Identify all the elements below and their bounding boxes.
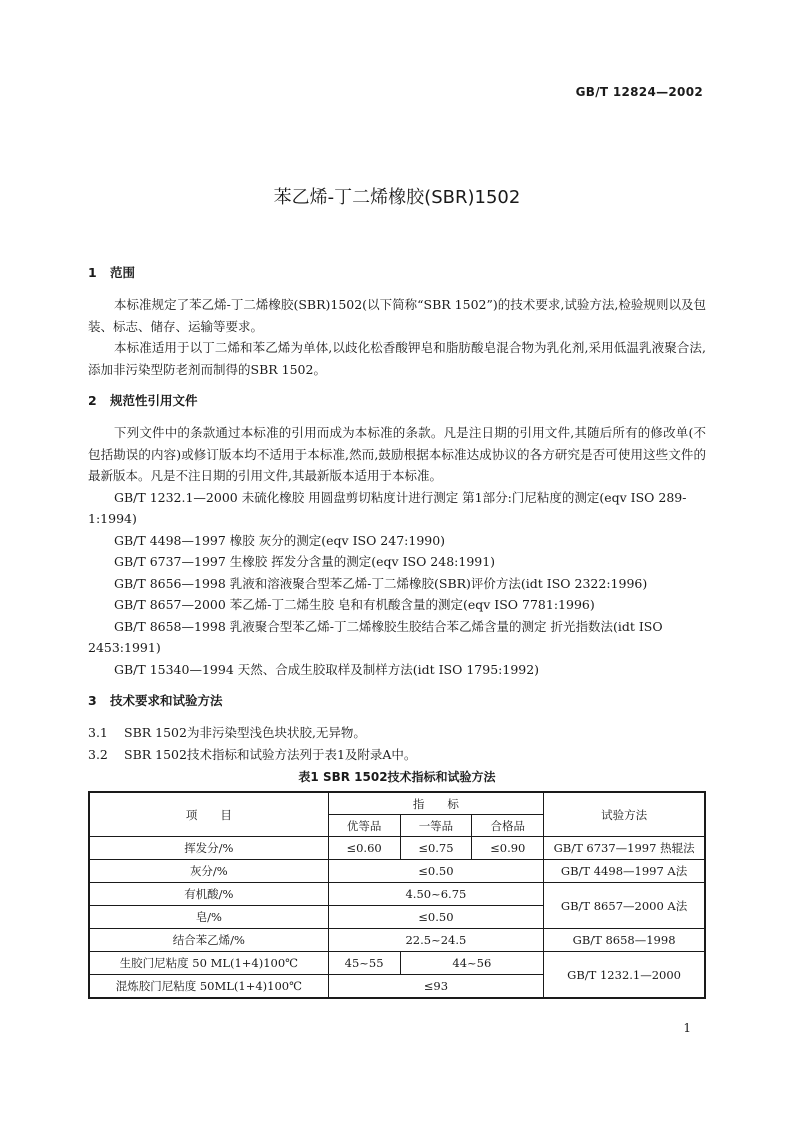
section-2-heading	[88, 390, 706, 412]
clause-text: SBR 1502技术指标和试验方法列于表1及附录A中。	[124, 746, 417, 762]
header-method: 试验方法	[544, 792, 705, 837]
paragraph: 下列文件中的条款通过本标准的引用而成为本标准的条款。凡是注日期的引用文件,其随后所有的修改单(不包括勘误的内容)或修订版本均不适用于本标准,然而,鼓励根据本标准达成协议的各方研究是否可使用这些文件的最新版本。凡是不注日期的引用文件,其最新版本适用于本标准。	[88, 425, 706, 483]
paragraph: 本标准适用于以丁二烯和苯乙烯为单体,以歧化松香酸钾皂和脂肪酸皂混合物为乳化剂,采用低温乳液聚合法,添加非污染型防老剂而制得的SBR 1502。	[88, 340, 706, 377]
cell-value: ≤93	[328, 975, 543, 999]
cell-item: 有机酸/%	[89, 883, 328, 906]
section-title: 技术要求和试验方法	[110, 693, 223, 708]
standard-number: GB/T 12824—2002	[575, 85, 703, 99]
cell-item: 灰分/%	[89, 860, 328, 883]
table-row	[89, 860, 705, 883]
cell-value: 22.5~24.5	[328, 929, 543, 952]
cell-value: ≤0.50	[328, 860, 543, 883]
clause-3-2	[88, 744, 706, 766]
cell-value: ≤0.90	[472, 837, 544, 860]
cell-item: 皂/%	[89, 906, 328, 929]
cell-method: GB/T 6737—1997 热辊法	[544, 837, 705, 860]
section-3-heading	[88, 690, 706, 712]
table-row	[89, 952, 705, 975]
document-title: 苯乙烯-丁二烯橡胶(SBR)1502	[273, 187, 521, 208]
header-item: 项 目	[89, 792, 328, 837]
section-number: 1	[88, 265, 97, 280]
table-row	[89, 837, 705, 860]
cell-method: GB/T 8658—1998	[544, 929, 705, 952]
document-body	[88, 262, 706, 999]
cell-value: ≤0.60	[328, 837, 400, 860]
page-number: 1	[683, 1021, 691, 1035]
section-1-heading	[88, 262, 706, 284]
cell-method: GB/T 4498—1997 A法	[544, 860, 705, 883]
paragraph: 本标准规定了苯乙烯-丁二烯橡胶(SBR)1502(以下简称“SBR 1502”)的技术要求,试验方法,检验规则以及包装、标志、储存、运输等要求。	[88, 297, 706, 334]
header-grade-superior: 优等品	[328, 815, 400, 837]
section-title: 范围	[110, 265, 136, 280]
reference-item: GB/T 8657—2000 苯乙烯-丁二烯生胶 皂和有机酸含量的测定(eqv ISO 7781:1996)	[114, 597, 595, 612]
cell-method: GB/T 8657—2000 A法	[544, 883, 705, 929]
cell-item: 结合苯乙烯/%	[89, 929, 328, 952]
clause-number: 3.1	[88, 725, 108, 740]
section-title: 规范性引用文件	[110, 393, 198, 408]
header-grade-qualified: 合格品	[472, 815, 544, 837]
reference-item: GB/T 6737—1997 生橡胶 挥发分含量的测定(eqv ISO 248:1991)	[114, 554, 496, 569]
header-grade-first: 一等品	[400, 815, 472, 837]
section-number: 2	[88, 393, 97, 408]
cell-value: ≤0.50	[328, 906, 543, 929]
clause-3-1	[88, 722, 706, 744]
table-row	[89, 883, 705, 906]
reference-item: GB/T 1232.1—2000 未硫化橡胶 用圆盘剪切粘度计进行测定 第1部分:门尼粘度的测定(eqv ISO 289-1:1994)	[88, 489, 687, 526]
reference-item: GB/T 8656—1998 乳液和溶液聚合型苯乙烯-丁二烯橡胶(SBR)评价方法(idt ISO 2322:1996)	[114, 575, 648, 591]
cell-item: 生胶门尼粘度 50 ML(1+4)100℃	[89, 952, 328, 975]
cell-value: ≤0.75	[400, 837, 472, 860]
section-number: 3	[88, 693, 97, 708]
reference-item: GB/T 15340—1994 天然、合成生胶取样及制样方法(idt ISO 1795:1992)	[114, 661, 540, 677]
cell-value: 44~56	[400, 952, 544, 975]
clause-number: 3.2	[88, 746, 108, 762]
reference-item: GB/T 4498—1997 橡胶 灰分的测定(eqv ISO 247:1990)	[114, 532, 446, 548]
table-caption: 表1 SBR 1502技术指标和试验方法	[298, 770, 496, 784]
cell-value: 4.50~6.75	[328, 883, 543, 906]
spec-table	[88, 791, 706, 999]
clause-text: SBR 1502为非污染型浅色块状胶,无异物。	[124, 725, 366, 740]
reference-item: GB/T 8658—1998 乳液聚合型苯乙烯-丁二烯橡胶生胶结合苯乙烯含量的测定 折光指数法(idt ISO 2453:1991)	[88, 618, 663, 655]
cell-item: 挥发分/%	[89, 837, 328, 860]
header-index: 指 标	[328, 792, 543, 815]
cell-value: 45~55	[328, 952, 400, 975]
table-header-row	[89, 792, 705, 815]
cell-item: 混炼胶门尼粘度 50ML(1+4)100℃	[89, 975, 328, 999]
cell-method: GB/T 1232.1—2000	[544, 952, 705, 999]
table-row	[89, 929, 705, 952]
